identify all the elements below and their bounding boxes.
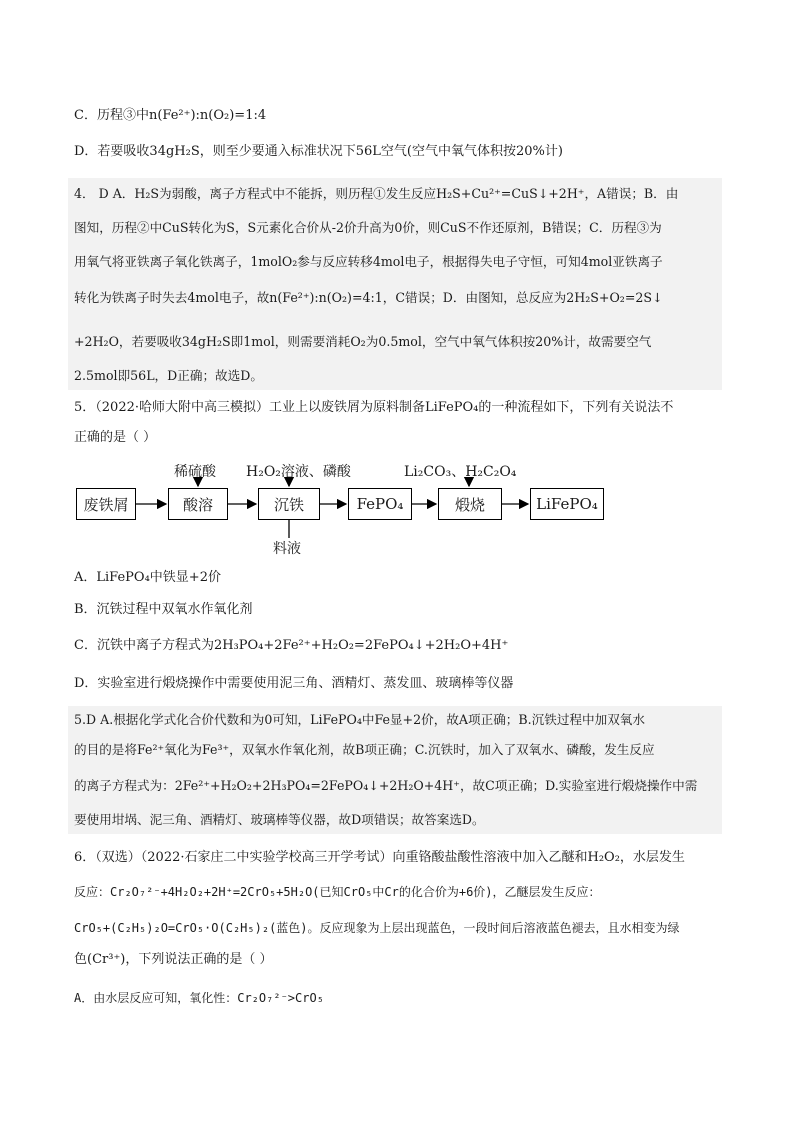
flow-box-lifepo4: LiFePO₄	[530, 488, 604, 520]
q5-answer-block	[68, 706, 722, 834]
q5-stem-line-2: 正确的是（ ）	[74, 430, 157, 445]
flow-arrows	[0, 0, 794, 560]
q5-answer-line: 的目的是将Fe²⁺氧化为Fe³⁺，双氧水作氧化剂，故B项正确；C.沉铁时，加入了双氧水、磷酸，发生反应	[74, 742, 655, 757]
q5-option-a: A．LiFePO₄中铁显+2价	[74, 570, 221, 585]
flow-box-scrap-iron: 废铁屑	[76, 488, 136, 520]
q4-answer-line: 4． D A．H₂S为弱酸，离子方程式中不能拆，则历程①发生反应H₂S+Cu²⁺=CuS↓+2H⁺，A错误；B．由	[74, 186, 679, 201]
flow-box-calcination: 煅烧	[438, 488, 502, 520]
q4-option-d: D．若要吸收34gH₂S，则至少要通入标准状况下56L空气(空气中氧气体积按20%计)	[74, 144, 563, 159]
flow-box-fepo4: FePO₄	[348, 488, 412, 520]
q6-stem-line-4: 色(Cr³⁺)，下列说法正确的是（ ）	[74, 952, 273, 967]
q5-answer-line: 5.D A.根据化学式化合价代数和为0可知，LiFePO₄中Fe显+2价，故A项正确；B.沉铁过程中加双氧水	[74, 712, 645, 727]
byproduct-label: 料液	[273, 541, 301, 557]
q4-answer-line: 图知，历程②中CuS转化为S，S元素化合价从-2价升高为0价，则CuS不作还原剂，B错误；C．历程③为	[74, 220, 662, 235]
q5-answer-line: 的离子方程式为：2Fe²⁺+H₂O₂+2H₃PO₄=2FePO₄↓+2H₂O+4H⁺，故C项正确；D.实验室进行煅烧操作中需	[74, 778, 698, 793]
q6-stem-line-2: 反应：Cr₂O₇²⁻+4H₂O₂+2H⁺=2CrO₅+5H₂O(已知CrO₅中Cr的化合价为+6价)，乙醚层发生反应：	[74, 885, 601, 899]
q5-stem-line-1: 5．（2022·哈师大附中高三模拟）工业上以废铁屑为原料制备LiFePO₄的一种流程如下，下列有关说法不	[74, 400, 674, 415]
q4-answer-line: 转化为铁离子时失去4mol电子，故n(Fe²⁺):n(O₂)=4:1，C错误；D．由图知，总反应为2H₂S+O₂=2S↓	[74, 290, 663, 305]
q5-option-b: B．沉铁过程中双氧水作氧化剂	[74, 602, 253, 617]
q5-answer-line: 要使用坩埚、泥三角、酒精灯、玻璃棒等仪器，故D项错误；故答案选D。	[74, 812, 485, 827]
reagent-calcination-label: Li₂CO₃、H₂C₂O₄	[404, 464, 517, 480]
q5-option-c: C．沉铁中离子方程式为2H₃PO₄+2Fe²⁺+H₂O₂=2FePO₄↓+2H₂O+4H⁺	[74, 638, 509, 653]
q6-stem-line-3: CrO₅+(C₂H₅)₂O=CrO₅·O(C₂H₅)₂(蓝色)。反应现象为上层出现蓝色，一段时间后溶液蓝色褪去，且水相变为绿	[74, 921, 680, 935]
q6-option-a: A．由水层反应可知，氧化性：Cr₂O₇²⁻>CrO₅	[74, 991, 324, 1005]
reagent-iron-label: H₂O₂溶液、磷酸	[246, 464, 351, 480]
q6-stem-line-1: 6．（双选）（2022·石家庄二中实验学校高三开学考试）向重铬酸盐酸性溶液中加入乙醚和H₂O₂，水层发生	[74, 850, 685, 865]
q4-option-c: C．历程③中n(Fe²⁺):n(O₂)=1:4	[74, 108, 267, 123]
reagent-acid-label: 稀硫酸	[174, 464, 216, 480]
q4-answer-line: 用氧气将亚铁离子氧化铁离子，1molO₂参与反应转移4mol电子，根据得失电子守恒，可知4mol亚铁离子	[74, 254, 663, 269]
flow-box-acid-dissolve: 酸溶	[168, 488, 228, 520]
flow-box-iron-precipitation: 沉铁	[258, 488, 320, 520]
q5-option-d: D．实验室进行煅烧操作中需要使用泥三角、酒精灯、蒸发皿、玻璃棒等仪器	[74, 676, 514, 691]
q4-answer-line: 2.5mol即56L，D正确；故选D。	[74, 368, 263, 383]
q4-answer-line: +2H₂O，若要吸收34gH₂S即1mol，则需要消耗O₂为0.5mol，空气中氧气体积按20%计，故需要空气	[74, 334, 652, 349]
